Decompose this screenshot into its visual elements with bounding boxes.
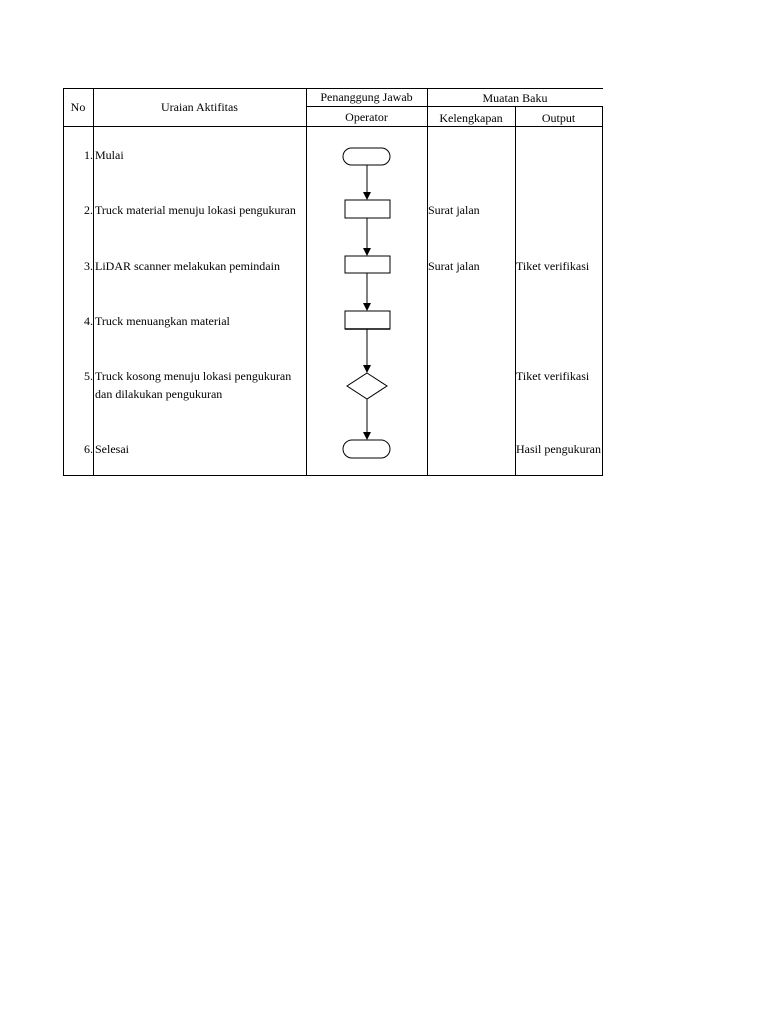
end-terminator-shape [343,440,390,458]
row-output: Tiket verifikasi [516,259,590,273]
row-activity: Selesai [95,442,129,456]
row-number: 2. [84,203,93,217]
header-no: No [70,100,86,114]
start-terminator-shape [343,148,390,165]
header-responsible: Penanggung Jawab [320,90,413,104]
row-output: Tiket verifikasi [516,369,590,383]
row-number: 1. [84,148,93,162]
process-box-shape [345,200,390,218]
header-activity: Uraian Aktifitas [161,100,238,114]
row-number: 4. [84,314,93,328]
row-completeness: Surat jalan [428,203,480,217]
header-output: Output [541,111,576,125]
row-activity: Mulai [95,148,124,162]
row-activity: Truck menuangkan material [95,314,230,328]
row-activity-continued: dan dilakukan pengukuran [95,387,223,401]
row-activity: Truck material menuju lokasi pengukuran [95,203,296,217]
header-operator: Operator [345,110,388,124]
row-number: 6. [84,442,93,456]
decision-diamond-shape [347,373,387,399]
row-activity: Truck kosong menuju lokasi pengukuran [95,369,292,383]
row-activity: LiDAR scanner melakukan pemindain [95,259,280,273]
header-completeness: Kelengkapan [439,111,503,125]
row-output: Hasil pengukuran [516,442,601,456]
process-box-shape [345,256,390,273]
row-completeness: Surat jalan [428,259,480,273]
header-standard: Muatan Baku [482,91,548,105]
row-number: 5. [84,369,93,383]
process-box-shape [345,311,390,329]
row-number: 3. [84,259,93,273]
